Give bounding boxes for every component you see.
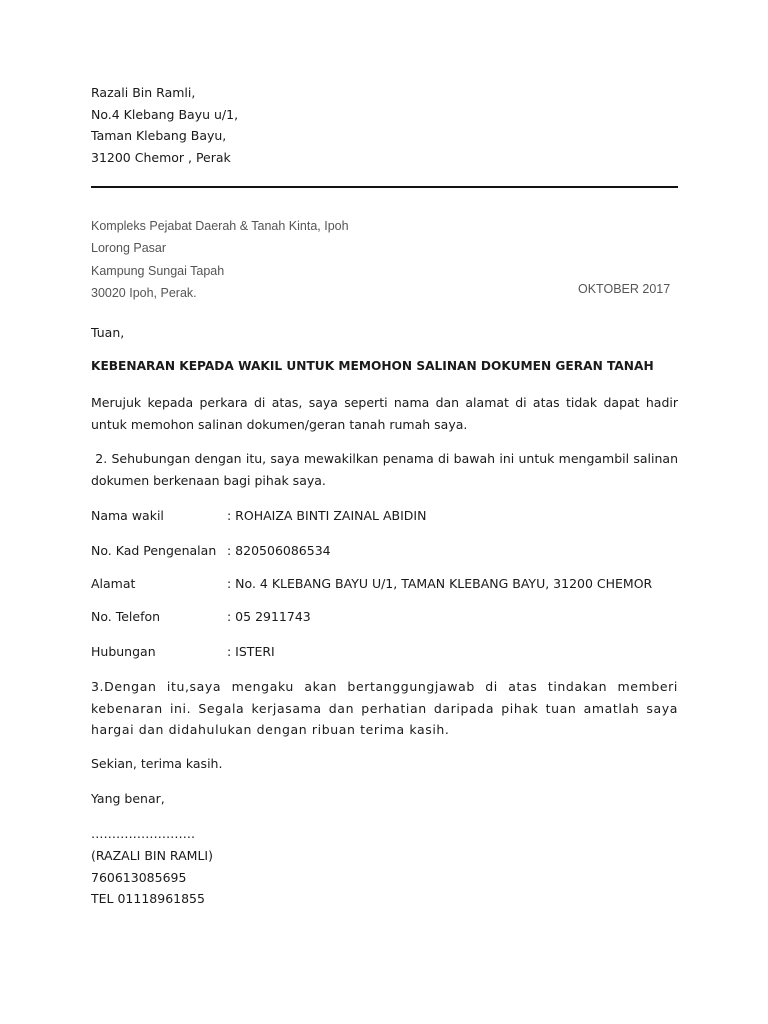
detail-value-hubungan: : ISTERI xyxy=(227,644,275,659)
letter-subject: KEBENARAN KEPADA WAKIL UNTUK MEMOHON SALINAN DOKUMEN GERAN TANAH xyxy=(91,359,654,373)
paragraph-3: 3.Dengan itu,saya mengaku akan bertanggungjawab di atas tindakan memberi kebenaran ini. Segala kerjasama dan perhatian daripada pihak tuan amatlah saya hargai dan didahulukan dengan ribuan terima kasih. xyxy=(91,679,678,737)
recipient-line-1: Kompleks Pejabat Daerah & Tanah Kinta, Ipoh xyxy=(91,219,349,233)
salutation: Tuan, xyxy=(91,325,125,340)
signer-name: (RAZALI BIN RAMLI) xyxy=(91,847,213,863)
header-divider xyxy=(91,186,678,188)
letter-date: OKTOBER 2017 xyxy=(578,282,671,296)
signer-telephone: TEL 01118961855 xyxy=(91,891,205,907)
sender-address-line-2: Taman Klebang Bayu, xyxy=(91,128,227,144)
sender-address-block xyxy=(91,82,238,169)
detail-value-alamat: : No. 4 KLEBANG BAYU U/1, TAMAN KLEBANG BAYU, 31200 CHEMOR xyxy=(227,576,653,591)
recipient-line-2: Lorong Pasar xyxy=(91,241,167,256)
detail-value-nama-wakil: : ROHAIZA BINTI ZAINAL ABIDIN xyxy=(227,508,427,523)
detail-label-alamat: Alamat xyxy=(91,576,136,591)
paragraph-1: Merujuk kepada perkara di atas, saya seperti nama dan alamat di atas tidak dapat hadir untuk memohon salinan dokumen/geran tanah rumah saya. xyxy=(91,395,678,432)
detail-label-hubungan: Hubungan xyxy=(91,644,156,659)
detail-label-nama-wakil: Nama wakil xyxy=(91,508,164,523)
paragraph-2: 2. Sehubungan dengan itu, saya mewakilkan penama di bawah ini untuk mengambil salinan dokumen berkenaan bagi pihak saya. xyxy=(91,451,682,488)
recipient-address-block xyxy=(91,215,349,304)
detail-label-telefon: No. Telefon xyxy=(91,609,161,624)
signature-dots: ……………………. xyxy=(91,826,195,841)
signature-block xyxy=(91,823,213,910)
recipient-line-3: Kampung Sungai Tapah xyxy=(91,263,225,278)
recipient-line-4: 30020 Ipoh, Perak. xyxy=(91,285,197,300)
closing-thanks: Sekian, terima kasih. xyxy=(91,756,223,771)
sender-address-line-3: 31200 Chemor , Perak xyxy=(91,150,231,166)
detail-label-kad-pengenalan: No. Kad Pengenalan xyxy=(91,543,217,558)
sender-name: Razali Bin Ramli, xyxy=(91,85,196,100)
closing-regards: Yang benar, xyxy=(91,791,165,806)
detail-value-kad-pengenalan: : 820506086534 xyxy=(227,543,331,558)
detail-value-telefon: : 05 2911743 xyxy=(227,609,311,624)
signer-ic-number: 760613085695 xyxy=(91,869,187,885)
sender-address-line-1: No.4 Klebang Bayu u/1, xyxy=(91,106,239,122)
